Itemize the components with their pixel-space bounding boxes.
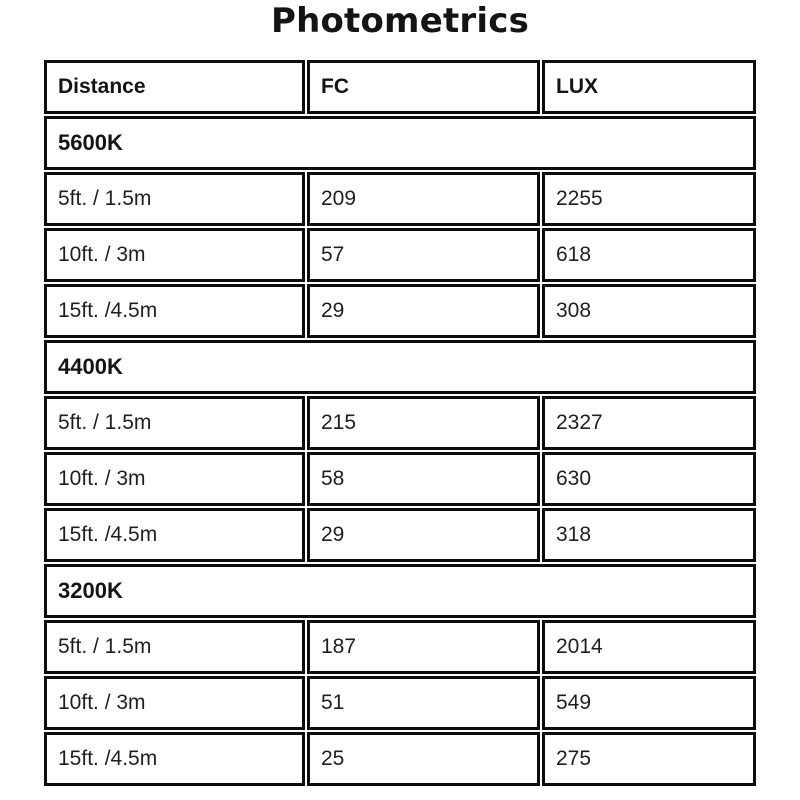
- distance-cell: 10ft. / 3m: [44, 676, 305, 730]
- table-row: [44, 452, 756, 506]
- table-row: [44, 732, 756, 786]
- fc-cell: 187: [307, 620, 540, 674]
- section-row-3200k: [44, 564, 756, 618]
- column-header-lux: LUX: [542, 60, 756, 114]
- lux-cell: 275: [542, 732, 756, 786]
- table-row: [44, 228, 756, 282]
- distance-cell: 5ft. / 1.5m: [44, 396, 305, 450]
- distance-cell: 10ft. / 3m: [44, 228, 305, 282]
- table-row: [44, 508, 756, 562]
- page-title: Photometrics: [270, 1, 530, 41]
- distance-cell: 5ft. / 1.5m: [44, 172, 305, 226]
- section-label-5600k: 5600K: [44, 116, 756, 170]
- lux-cell: 2327: [542, 396, 756, 450]
- table-row: [44, 396, 756, 450]
- lux-cell: 308: [542, 284, 756, 338]
- lux-cell: 2255: [542, 172, 756, 226]
- distance-cell: 15ft. /4.5m: [44, 732, 305, 786]
- lux-cell: 630: [542, 452, 756, 506]
- column-header-distance: Distance: [44, 60, 305, 114]
- table-row: [44, 172, 756, 226]
- section-row-4400k: [44, 340, 756, 394]
- section-label-3200k: 3200K: [44, 564, 756, 618]
- fc-cell: 25: [307, 732, 540, 786]
- fc-cell: 29: [307, 508, 540, 562]
- table-row: [44, 284, 756, 338]
- fc-cell: 215: [307, 396, 540, 450]
- lux-cell: 549: [542, 676, 756, 730]
- lux-cell: 2014: [542, 620, 756, 674]
- table-row: [44, 620, 756, 674]
- fc-cell: 209: [307, 172, 540, 226]
- lux-cell: 618: [542, 228, 756, 282]
- fc-cell: 51: [307, 676, 540, 730]
- distance-cell: 15ft. /4.5m: [44, 284, 305, 338]
- lux-cell: 318: [542, 508, 756, 562]
- table-row: [44, 676, 756, 730]
- table-header-row: [44, 60, 756, 114]
- section-row-5600k: [44, 116, 756, 170]
- fc-cell: 58: [307, 452, 540, 506]
- fc-cell: 29: [307, 284, 540, 338]
- distance-cell: 5ft. / 1.5m: [44, 620, 305, 674]
- distance-cell: 10ft. / 3m: [44, 452, 305, 506]
- photometrics-table: [42, 58, 758, 788]
- fc-cell: 57: [307, 228, 540, 282]
- section-label-4400k: 4400K: [44, 340, 756, 394]
- distance-cell: 15ft. /4.5m: [44, 508, 305, 562]
- column-header-fc: FC: [307, 60, 540, 114]
